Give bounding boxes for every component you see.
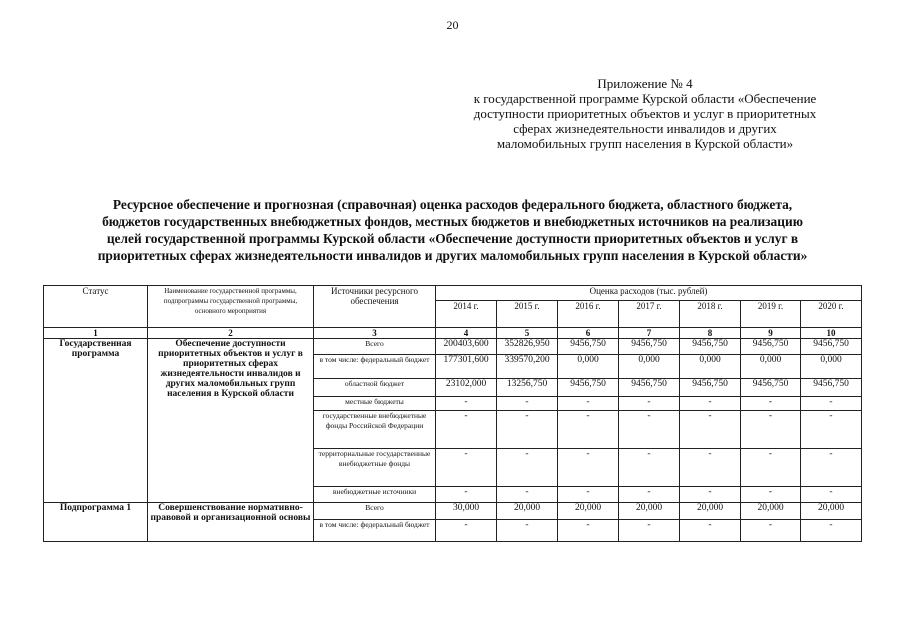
title-line: Ресурсное обеспечение и прогнозная (справочная) оценка расходов федерального бюджета, областного бюджета, [112,197,793,212]
cell-value: 9456,750 [619,379,680,397]
cell-value: - [497,520,558,542]
cell-value: - [619,520,680,542]
row-source: государственные внебюджетные фонды Российской Федерации [314,411,436,449]
resource-table [43,285,862,542]
header-year: 2015 г. [497,301,558,328]
cell-value: 339570,200 [497,355,558,379]
cell-value: - [741,520,801,542]
header-year: 2016 г. [558,301,619,328]
title-line: приоритетных сферах жизнедеятельности инвалидов и других маломобильных групп населения в Курской области» [97,248,808,263]
column-number: 8 [680,328,741,339]
header-estimate: Оценка расходов (тыс. рублей) [436,286,862,301]
cell-value: - [436,449,497,487]
column-number: 2 [148,328,314,339]
row-source: внебюджетные источники [314,487,436,503]
cell-value: - [436,397,497,411]
cell-value: - [558,411,619,449]
column-number: 4 [436,328,497,339]
cell-value: 20,000 [680,503,741,520]
document-title [30,196,875,264]
row-source: местные бюджеты [314,397,436,411]
cell-value: 177301,600 [436,355,497,379]
cell-value: - [558,520,619,542]
header-sources: Источники ресурсного обеспечения [314,286,436,328]
cell-value: 9456,750 [741,379,801,397]
cell-value: - [801,397,862,411]
cell-value: 20,000 [741,503,801,520]
cell-value: - [558,487,619,503]
column-number: 7 [619,328,680,339]
cell-value: - [497,397,558,411]
row-program-name: Совершенствование нормативно-правовой и организационной основы [148,503,314,542]
row-source: Всего [314,339,436,355]
title-line: бюджетов государственных внебюджетных фондов, местных бюджетов и внебюджетных источников на реализацию [102,214,803,229]
cell-value: - [619,411,680,449]
cell-value: 9456,750 [558,379,619,397]
cell-value: - [741,449,801,487]
appendix-line: сферах жизнедеятельности инвалидов и других [513,121,777,136]
cell-value: - [497,487,558,503]
cell-value: 9456,750 [680,379,741,397]
cell-value: 20,000 [619,503,680,520]
cell-value: 0,000 [741,355,801,379]
row-source: областной бюджет [314,379,436,397]
column-number: 9 [741,328,801,339]
cell-value: 9456,750 [619,339,680,355]
cell-value: - [680,487,741,503]
page-number: 20 [446,18,459,32]
header-year: 2019 г. [741,301,801,328]
cell-value: 352826,950 [497,339,558,355]
title-line: целей государственной программы Курской области «Обеспечение доступности приоритетных объектов и услуг в [106,231,799,246]
cell-value: - [619,397,680,411]
table-row [44,503,862,520]
header-year: 2018 г. [680,301,741,328]
cell-value: - [680,411,741,449]
cell-value: 200403,600 [436,339,497,355]
row-source: в том числе: федеральный бюджет [314,355,436,379]
cell-value: 13256,750 [497,379,558,397]
appendix-line: маломобильных групп населения в Курской области» [496,136,794,151]
cell-value: - [741,487,801,503]
cell-value: 9456,750 [558,339,619,355]
cell-value: - [497,411,558,449]
cell-value: 30,000 [436,503,497,520]
cell-value: 20,000 [497,503,558,520]
cell-value: - [619,449,680,487]
header-year: 2017 г. [619,301,680,328]
column-number: 5 [497,328,558,339]
cell-value: - [680,520,741,542]
column-number: 6 [558,328,619,339]
cell-value: - [801,411,862,449]
header-year: 2020 г. [801,301,862,328]
cell-value: - [436,487,497,503]
cell-value: - [558,397,619,411]
cell-value: - [436,520,497,542]
row-status: Подпрограмма 1 [44,503,148,542]
cell-value: - [497,449,558,487]
column-number: 1 [44,328,148,339]
cell-value: 0,000 [619,355,680,379]
cell-value: - [436,411,497,449]
cell-value: 9456,750 [680,339,741,355]
appendix-line: доступности приоритетных объектов и услуг в приоритетных [473,106,817,121]
row-source: Всего [314,503,436,520]
cell-value: - [680,449,741,487]
cell-value: - [558,449,619,487]
header-name: Наименование государственной программы, подпрограммы государственной программы, основного мероприятия [148,286,314,328]
cell-value: - [801,449,862,487]
cell-value: 0,000 [680,355,741,379]
row-source: в том числе: федеральный бюджет [314,520,436,542]
column-number: 3 [314,328,436,339]
column-number: 10 [801,328,862,339]
cell-value: - [801,487,862,503]
appendix-line: Приложение № 4 [597,76,693,91]
row-status: Государственная программа [44,339,148,503]
cell-value: - [619,487,680,503]
appendix-line: к государственной программе Курской области «Обеспечение [473,91,817,106]
cell-value: - [741,411,801,449]
header-year: 2014 г. [436,301,497,328]
cell-value: - [741,397,801,411]
cell-value: 0,000 [801,355,862,379]
appendix-note [430,76,860,151]
header-status: Статус [44,286,148,328]
cell-value: 0,000 [558,355,619,379]
cell-value: 23102,000 [436,379,497,397]
cell-value: 20,000 [801,503,862,520]
cell-value: 9456,750 [741,339,801,355]
cell-value: - [680,397,741,411]
row-source: территориальные государственные внебюджетные фонды [314,449,436,487]
cell-value: 9456,750 [801,339,862,355]
table-row [44,339,862,355]
cell-value: 20,000 [558,503,619,520]
row-program-name: Обеспечение доступности приоритетных объектов и услуг в приоритетных сферах жизнедеятельности инвалидов и других маломобильных групп населения в Курской области [148,339,314,503]
cell-value: 9456,750 [801,379,862,397]
cell-value: - [801,520,862,542]
